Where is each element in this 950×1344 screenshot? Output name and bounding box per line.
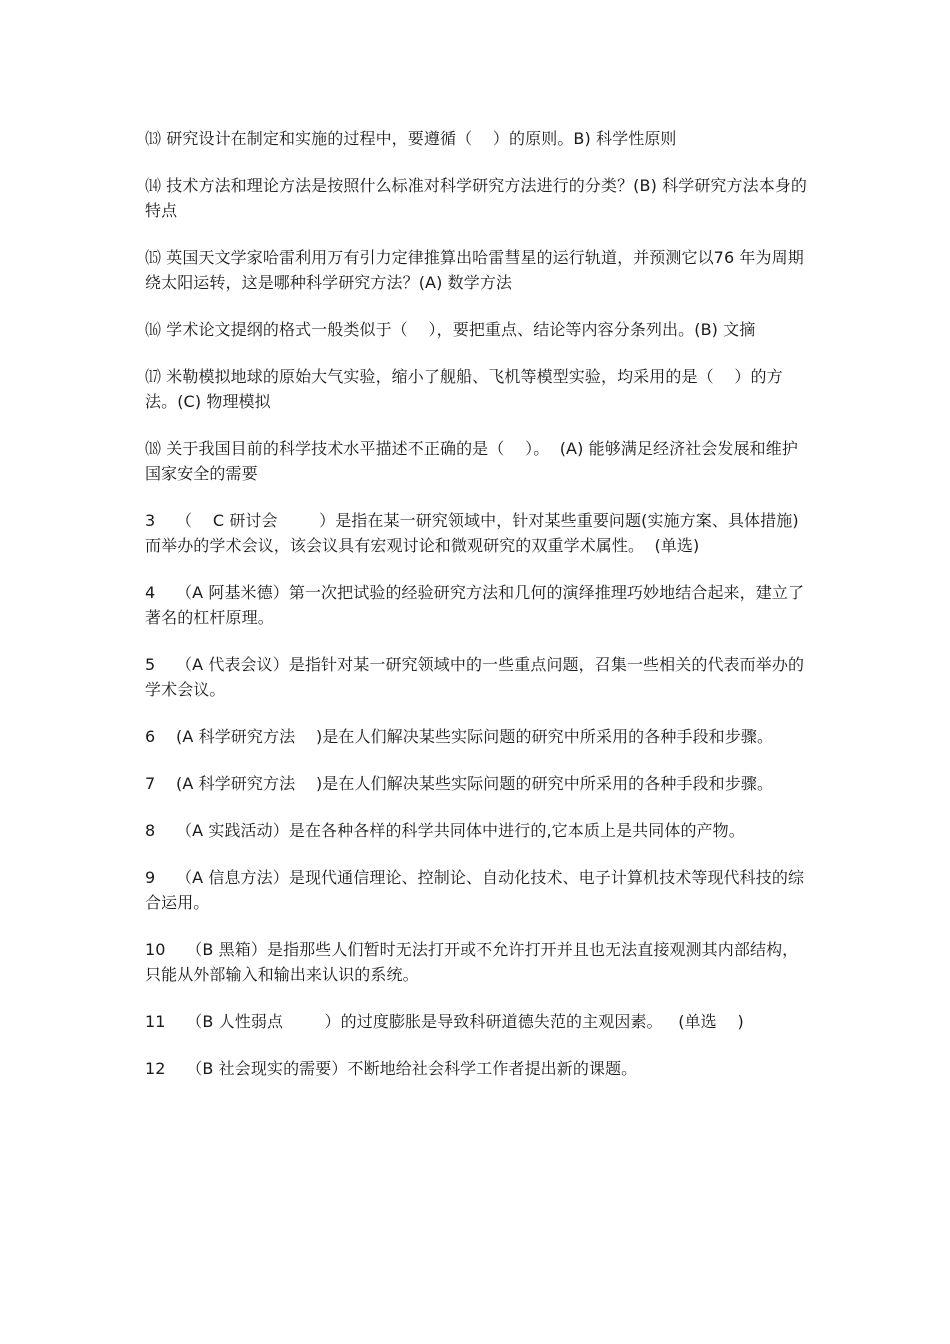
item-10: 10 （B 黑箱）是指那些人们暂时无法打开或不允许打开并且也无法直接观测其内部结构，只能从外部输入和输出来认识的系统。 bbox=[145, 940, 799, 984]
item-4: 4 （A 阿基米德）第一次把试验的经验研究方法和几何的演绎推理巧妙地结合起来，建立了著名的杠杆原理。 bbox=[145, 583, 805, 627]
item-12: 12 （B 社会现实的需要）不断地给社会科学工作者提出新的课题。 bbox=[145, 1059, 638, 1078]
item-9: 9 （A 信息方法）是现代通信理论、控制论、自动化技术、电子计算机技术等现代科技的综合运用。 bbox=[145, 868, 805, 912]
item-5: 5 （A 代表会议）是指针对某一研究领域中的一些重点问题，召集一些相关的代表而举办的学术会议。 bbox=[145, 655, 805, 699]
question-17: ⒄ 米勒模拟地球的原始大气实验，缩小了舰船、飞机等模型实验，均采用的是（ ）的方法。(C) 物理模拟 bbox=[145, 367, 783, 411]
item-3: 3 （ C 研讨会 ）是指在某一研究领域中，针对某些重要问题(实施方案、具体措施)而举办的学术会议，该会议具有宏观讨论和微观研究的双重学术属性。 (单选) bbox=[145, 511, 799, 555]
item-6: 6 (A 科学研究方法 )是在人们解决某些实际问题的研究中所采用的各种手段和步骤。 bbox=[145, 727, 774, 746]
question-18: ⒅ 关于我国目前的科学技术水平描述不正确的是（ ）。 (A) 能够满足经济社会发展和维护国家安全的需要 bbox=[145, 439, 798, 483]
document-body bbox=[145, 126, 810, 1103]
question-15: ⒂ 英国天文学家哈雷利用万有引力定律推算出哈雷彗星的运行轨道，并预测它以76 年为周期绕太阳运转，这是哪种科学研究方法？(A) 数学方法 bbox=[145, 248, 804, 292]
item-11: 11 （B 人性弱点 ）的过度膨胀是导致科研道德失范的主观因素。 (单选 ) bbox=[145, 1012, 744, 1031]
item-8: 8 （A 实践活动）是在各种各样的科学共同体中进行的,它本质上是共同体的产物。 bbox=[145, 821, 745, 840]
question-13: ⒀ 研究设计在制定和实施的过程中，要遵循（ ）的原则。B) 科学性原则 bbox=[145, 129, 677, 148]
item-7: 7 (A 科学研究方法 )是在人们解决某些实际问题的研究中所采用的各种手段和步骤。 bbox=[145, 774, 774, 793]
question-14: ⒁ 技术方法和理论方法是按照什么标准对科学研究方法进行的分类？(B) 科学研究方法本身的特点 bbox=[145, 176, 808, 220]
question-16: ⒃ 学术论文提纲的格式一般类似于（ ），要把重点、结论等内容分条列出。(B) 文摘 bbox=[145, 320, 756, 339]
